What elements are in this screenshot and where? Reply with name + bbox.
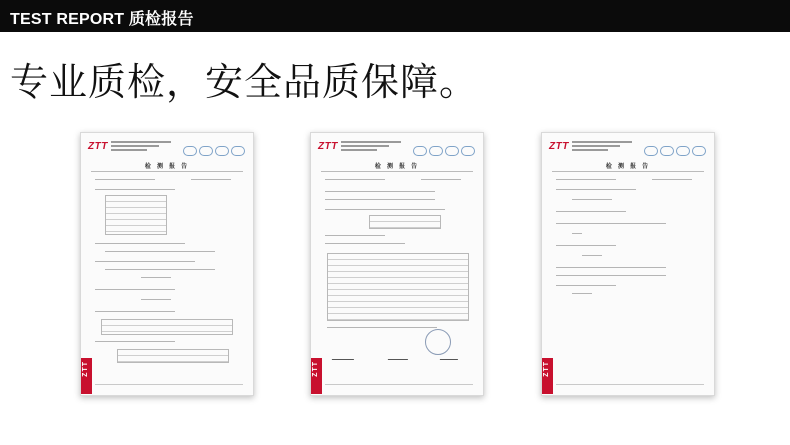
text-line [325,199,435,200]
issuer-block [341,141,401,153]
text-line [652,179,692,180]
results-table [327,253,469,321]
top-banner [0,0,790,32]
text-line [325,235,385,236]
text-line [556,285,616,286]
signature [388,353,411,360]
text-line [141,299,171,300]
text-line [556,179,616,180]
text-line [556,245,616,246]
certification-seals [411,141,475,160]
footer-line [95,384,243,385]
text-line [191,179,231,180]
text-line [582,255,602,256]
ztt-logo: ZTT [88,141,108,152]
text-line [95,189,175,190]
official-stamp [425,329,451,355]
issuer-block [572,141,632,153]
data-table [105,195,167,235]
text-line [327,327,437,328]
report-title: 检 测 报 告 [374,163,420,170]
page-headline: 专业质检，安全品质保障。 [10,60,479,104]
issuer-block [111,141,171,153]
data-table [101,319,233,335]
text-line [95,289,175,290]
text-line [105,251,215,252]
text-line [95,179,155,180]
text-line [325,179,385,180]
text-line [556,211,626,212]
certification-seals [181,141,245,160]
side-brand-tab: ZTT [542,358,553,394]
report-title: 检 测 报 告 [144,163,190,170]
data-table [117,349,229,363]
report-title: 检 测 报 告 [605,163,651,170]
text-line [325,243,405,244]
signature [332,353,357,360]
text-line [95,243,185,244]
divider [552,171,704,172]
text-line [421,179,461,180]
ztt-logo: ZTT [549,141,569,152]
text-line [105,269,215,270]
text-line [556,223,666,224]
test-report-document-3[interactable] [541,132,715,396]
text-line [572,293,592,294]
text-line [325,191,435,192]
divider [91,171,243,172]
side-brand-tab: ZTT [81,358,92,394]
text-line [572,199,612,200]
text-line [95,311,175,312]
certification-seals [642,141,706,160]
text-line [556,267,666,268]
banner-title: TEST REPORT 质检报告 [10,11,194,28]
text-line [556,275,666,276]
divider [321,171,473,172]
footer-line [325,384,473,385]
text-line [572,233,582,234]
text-line [95,261,195,262]
side-brand-tab: ZTT [311,358,322,394]
text-line [325,209,445,210]
footer-line [556,384,704,385]
text-line [95,341,175,342]
data-table [369,215,441,229]
text-line [556,189,636,190]
signature [440,353,461,360]
text-line [141,277,171,278]
ztt-logo: ZTT [318,141,338,152]
test-report-document-2[interactable] [310,132,484,396]
test-report-document-1[interactable] [80,132,254,396]
